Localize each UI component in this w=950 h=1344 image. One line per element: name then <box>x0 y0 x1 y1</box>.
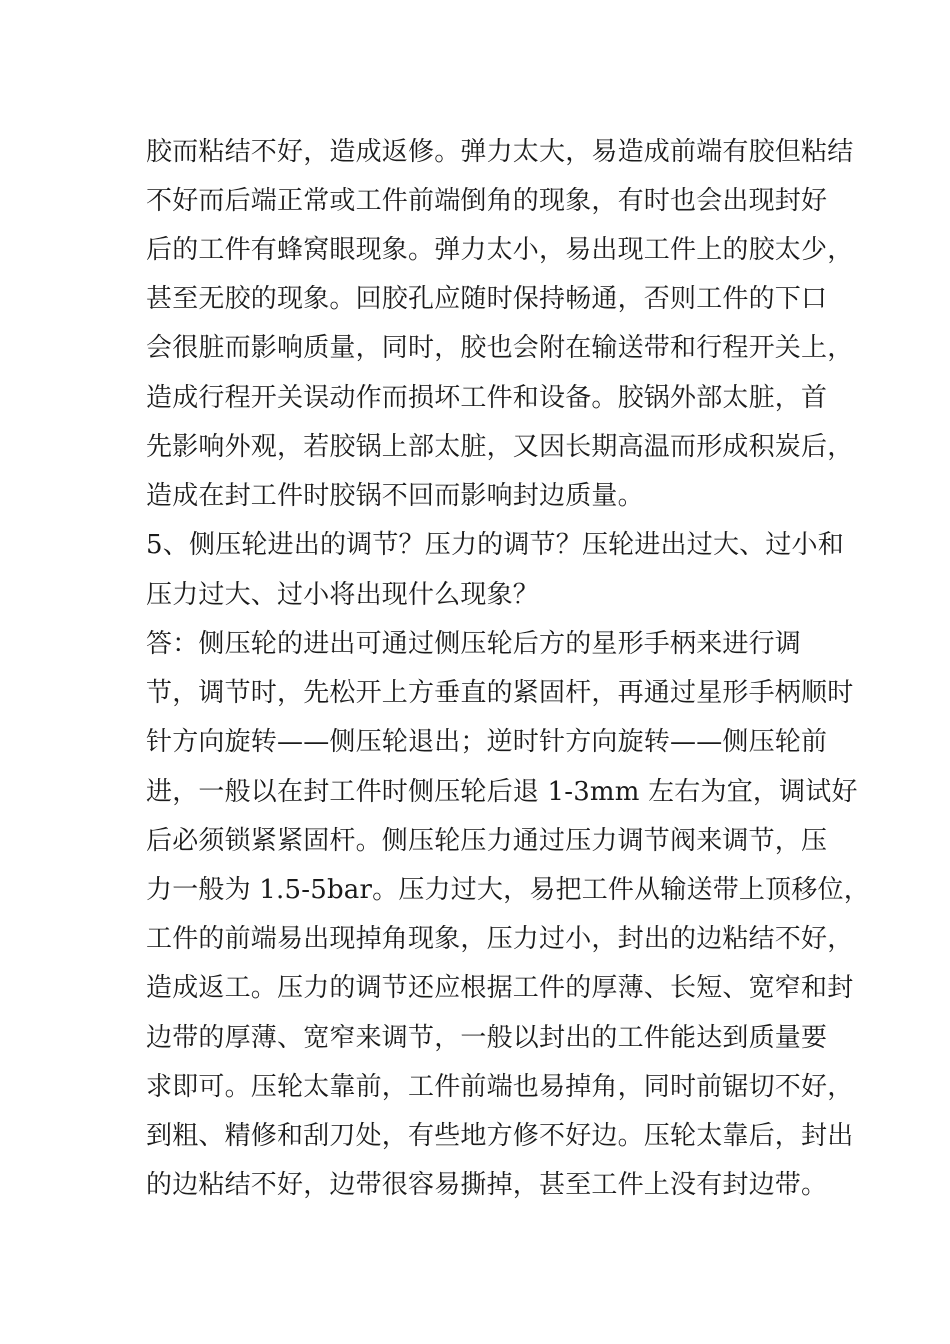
text-line: 后的工件有蜂窝眼现象。弹力太小，易出现工件上的胶太少， <box>146 235 854 265</box>
answer-line: 造成返工。压力的调节还应根据工件的厚薄、长短、宽窄和封 <box>146 973 854 1003</box>
question-heading: 压力过大、过小将出现什么现象？ <box>146 580 540 610</box>
text-line: 先影响外观，若胶锅上部太脏，又因长期高温而形成积炭后， <box>146 432 854 462</box>
answer-line: 求即可。压轮太靠前，工件前端也易掉角，同时前锯切不好， <box>146 1072 854 1102</box>
text-line: 会很脏而影响质量，同时，胶也会附在输送带和行程开关上， <box>146 333 854 363</box>
text-line: 造成在封工件时胶锅不回而影响封边质量。 <box>146 481 644 511</box>
answer-line: 到粗、精修和刮刀处，有些地方修不好边。压轮太靠后，封出 <box>146 1121 854 1151</box>
question-heading: 5、侧压轮进出的调节？压力的调节？压轮进出过大、过小和 <box>146 530 844 560</box>
text-line: 胶而粘结不好，造成返修。弹力太大，易造成前端有胶但粘结 <box>146 137 854 167</box>
text-line: 不好而后端正常或工件前端倒角的现象，有时也会出现封好 <box>146 186 828 216</box>
answer-line: 力一般为 1.5-5bar。压力过大，易把工件从输送带上顶移位， <box>146 875 870 905</box>
answer-line: 针方向旋转——侧压轮退出；逆时针方向旋转——侧压轮前 <box>146 727 828 757</box>
text-line: 甚至无胶的现象。回胶孔应随时保持畅通，否则工件的下口 <box>146 284 828 314</box>
answer-line: 后必须锁紧紧固杆。侧压轮压力通过压力调节阀来调节，压 <box>146 826 828 856</box>
answer-line: 边带的厚薄、宽窄来调节，一般以封出的工件能达到质量要 <box>146 1023 828 1053</box>
answer-line: 进，一般以在封工件时侧压轮后退 1-3mm 左右为宜，调试好 <box>146 777 858 807</box>
answer-line: 答：侧压轮的进出可通过侧压轮后方的星形手柄来进行调 <box>146 629 802 659</box>
answer-line: 工件的前端易出现掉角现象，压力过小，封出的边粘结不好， <box>146 924 854 954</box>
answer-line: 节，调节时，先松开上方垂直的紧固杆，再通过星形手柄顺时 <box>146 678 854 708</box>
text-line: 造成行程开关误动作而损坏工件和设备。胶锅外部太脏，首 <box>146 383 828 413</box>
answer-line: 的边粘结不好，边带很容易撕掉，甚至工件上没有封边带。 <box>146 1170 828 1200</box>
